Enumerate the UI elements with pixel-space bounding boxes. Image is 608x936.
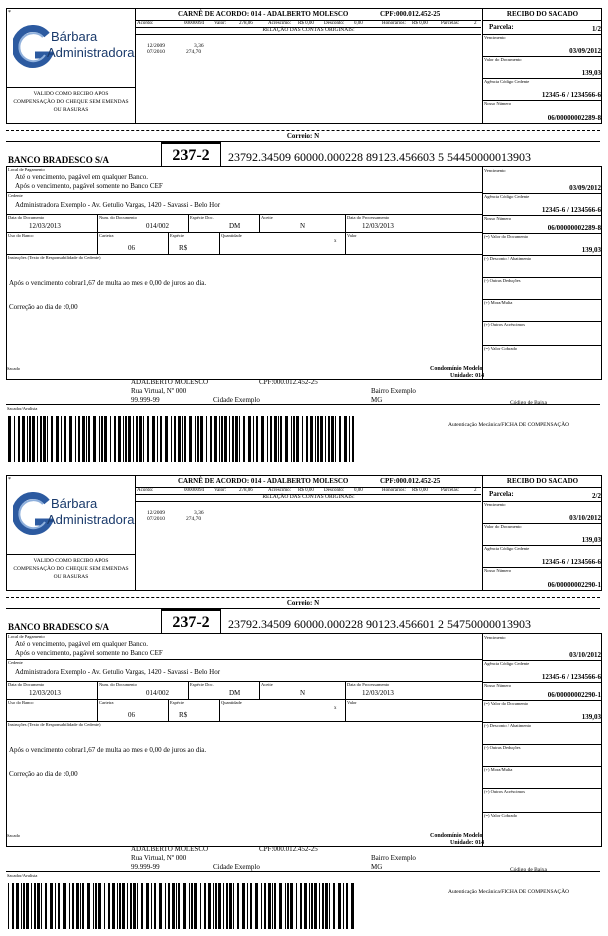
relacao-contas: RELAÇÃO DAS CONTAS ORIGINAIS:	[136, 494, 481, 502]
barcode-bar	[137, 883, 138, 929]
local-pagamento: Local de Pagamento Até o vencimento, pagável em qualquer Banco. Após o vencimento, pagável somente no Banco CEF	[7, 634, 482, 660]
cedente: Cedente Administradora Exemplo - Av. Getulio Vargas, 1420 - Savassi - Belo Hor	[7, 193, 482, 215]
barcode-bar	[165, 416, 168, 462]
conta-valor: 274,70	[186, 516, 202, 522]
corner-mark: *	[8, 477, 11, 483]
conta-periodo: 12/2009	[147, 510, 166, 516]
barcode-bar	[213, 883, 214, 929]
ficha-compensacao	[6, 633, 602, 847]
barcode-bar	[278, 416, 279, 462]
barcode-bar	[160, 416, 162, 462]
barcode-bar	[314, 883, 317, 929]
barcode-bar	[64, 416, 66, 462]
barcode-bar	[208, 883, 211, 929]
barcode-bar	[285, 416, 288, 462]
barcode-bar	[322, 883, 324, 929]
barcode-bar	[152, 416, 155, 462]
barcode-bar	[127, 883, 128, 929]
barcode-bar	[110, 416, 111, 462]
stub-middle	[136, 476, 481, 590]
conta-valor: 3,36	[194, 510, 204, 516]
local-pagamento: Local de Pagamento Até o vencimento, pagável em qualquer Banco. Após o vencimento, pagável somente no Banco CEF	[7, 167, 482, 193]
barcode-bar	[235, 416, 238, 462]
recibo-header: RECIBO DO SACADO	[483, 9, 602, 21]
instrucoes: Instruções (Texto de Responsabilidade do Cedente) Após o vencimento cobrar1,67 de multa ao mes e 0,00 de juros ao dia. Correção ao dia de :0,00	[8, 722, 207, 778]
valor-documento-field: Valor do Documento 139,03	[484, 524, 601, 544]
barcode-bar	[346, 883, 348, 929]
barcode-bar	[255, 883, 258, 929]
barcode-bar	[108, 883, 110, 929]
stub-values-row: Acordo: 00000094 Valor: 278,06 Acrescimo: R$ 0,00 Desconto: 0,00 Honorários: R$ 0,00 Parcelas: 2	[136, 20, 481, 28]
barcode-bar	[280, 416, 282, 462]
agencia-field: Agência Código Cedente 12345-6 / 1234566-6	[484, 79, 601, 99]
barcode-bar	[40, 416, 42, 462]
barcode-bar	[87, 883, 90, 929]
barcode-bar	[206, 416, 207, 462]
barcode-bar	[195, 416, 196, 462]
barcode-bar	[98, 883, 101, 929]
ficha-compensacao	[6, 166, 602, 380]
autenticacao-label: Autenticação Mecânica/FICHA DE COMPENSAÇÃO	[448, 889, 570, 895]
barcode-bar	[47, 416, 48, 462]
barcode-bar	[172, 883, 175, 929]
barcode-bar	[224, 416, 227, 462]
barcode-bar	[99, 416, 100, 462]
barcode-bar	[31, 883, 32, 929]
ficha-right-column: Vencimento 03/10/2012 Agência Código Cedente 12345-6 / 1234566-6 Nosso Número 06/00000002290-1 (=) Valor do Documento 139,03 (-) Desconto / Abatimento (-) Outras Deduções (+) Mora/Multa (+) Outros Acréscimos (=) Valor Cobrado	[482, 634, 601, 846]
barcode-bar	[61, 416, 62, 462]
barcode-bar	[349, 416, 350, 462]
parcela-field: Parcela: 1/2	[483, 20, 602, 35]
barcode-bar	[319, 883, 320, 929]
barcode-bar	[248, 416, 251, 462]
barcode-bar	[200, 883, 201, 929]
barcode-bar	[95, 883, 97, 929]
barcode-bar	[214, 416, 217, 462]
cut-line	[6, 130, 600, 131]
barcode-bar	[104, 416, 107, 462]
conta-periodo: 07/2010	[147, 49, 166, 55]
barcode-bar	[343, 883, 344, 929]
conta-valor: 274,70	[186, 49, 202, 55]
barcode-bar	[130, 883, 132, 929]
correio-line: Correio: N	[6, 132, 600, 142]
barcode-bar	[55, 883, 56, 929]
barcode-bar	[296, 883, 297, 929]
carne-stub	[6, 475, 602, 591]
instrucoes: Instruções (Texto de Responsabilidade do Cedente) Após o vencimento cobrar1,67 de multa ao mes e 0,00 de juros ao dia. Correção ao dia de :0,00	[8, 255, 207, 311]
logo-line-2: Administradora	[47, 45, 135, 60]
barcode-bar	[76, 883, 79, 929]
barcode-bar	[320, 416, 323, 462]
barcode-bar	[147, 416, 149, 462]
barcode-bar	[112, 883, 115, 929]
vencimento-field: Vencimento 03/10/2012	[484, 502, 601, 522]
barcode-bar	[221, 416, 223, 462]
barcode-bar	[291, 416, 292, 462]
barcode-bar	[264, 883, 266, 929]
barcode-bar	[88, 416, 90, 462]
cut-line	[6, 597, 600, 598]
bank-code: 237-2	[161, 142, 221, 166]
recibo-sacado	[482, 9, 602, 123]
barcode-bar	[29, 416, 31, 462]
barcode-bar	[143, 416, 144, 462]
carne-stub	[6, 8, 602, 124]
barcode-bar	[290, 883, 293, 929]
barcode-bar	[72, 883, 74, 929]
barcode-bar	[133, 416, 134, 462]
barcode-bar	[335, 416, 336, 462]
barcode-bar	[117, 883, 118, 929]
barcode-bar	[328, 416, 330, 462]
barcode-bar	[261, 416, 264, 462]
barcode-bar	[75, 416, 76, 462]
validity-note: VALIDO COMO RECIBO APOS COMPENSAÇÃO DO CHEQUE SEM EMENDAS OU RASURAS	[7, 87, 135, 114]
barcode-bar	[82, 416, 85, 462]
recibo-header: RECIBO DO SACADO	[483, 476, 602, 488]
barcode-bar	[204, 883, 206, 929]
banco-row: Uso do Banco Carteira 06 Espécie R$ Quantidade x Valor	[7, 700, 482, 722]
barcode-bar	[151, 883, 152, 929]
barcode-bar	[261, 883, 262, 929]
barcode-bar	[123, 416, 124, 462]
linha-digitavel: 23792.34509 60000.000228 89123.456603 5 54450000013903	[228, 150, 531, 164]
barcode-bar	[285, 883, 286, 929]
conta-valor: 3,36	[194, 43, 204, 49]
conta-periodo: 07/2010	[147, 516, 166, 522]
barcode-bar	[272, 883, 273, 929]
barcode-bar	[250, 883, 252, 929]
barcode-bar	[8, 883, 9, 929]
barcode-bar	[218, 883, 221, 929]
stub-values-row: Acordo: 00000094 Valor: 278,06 Acrescimo: R$ 0,00 Desconto: 0,00 Honorários: R$ 0,00 Parcelas: 2	[136, 487, 481, 495]
barcode-bar	[63, 883, 66, 929]
barcode-bar	[118, 416, 121, 462]
barcode-bar	[194, 883, 197, 929]
barcode	[8, 883, 358, 929]
barcode-bar	[274, 883, 276, 929]
barcode-bar	[154, 883, 156, 929]
barcode-bar	[133, 883, 136, 929]
barcode-bar	[41, 883, 42, 929]
barcode-bar	[32, 416, 35, 462]
nosso-numero-field: Nosso Número 06/00000002289-8	[484, 101, 601, 122]
barcode-bar	[174, 416, 176, 462]
ficha-right-column: Vencimento 03/09/2012 Agência Código Cedente 12345-6 / 1234566-6 Nosso Número 06/00000002289-8 (=) Valor do Documento 139,03 (-) Desconto / Abatimento (-) Outras Deduções (+) Mora/Multa (+) Outros Acréscimos (=) Valor Cobrado	[482, 167, 601, 379]
barcode-bar	[253, 416, 254, 462]
barcode-bar	[325, 416, 326, 462]
barcode-bar	[157, 416, 158, 462]
barcode-bar	[229, 416, 230, 462]
barcode-bar	[232, 416, 234, 462]
barcode-bar	[37, 883, 40, 929]
barcode-bar	[296, 416, 299, 462]
barcode-bar	[101, 416, 103, 462]
agencia-field: Agência Código Cedente 12345-6 / 1234566-6	[484, 546, 601, 566]
barcode-bar	[304, 883, 307, 929]
corner-mark: *	[8, 10, 11, 16]
logo-block	[7, 476, 136, 590]
sacador-avalista: Sacador/Avalista	[7, 406, 38, 411]
barcode-bar	[189, 883, 190, 929]
stub-middle	[136, 9, 481, 123]
barcode-bar	[114, 416, 116, 462]
validity-note: VALIDO COMO RECIBO APOS COMPENSAÇÃO DO CHEQUE SEM EMENDAS OU RASURAS	[7, 554, 135, 581]
barcode-bar	[50, 883, 53, 929]
parcela-field: Parcela: 2/2	[483, 487, 602, 502]
stub-cpf: CPF:000.012.452-25	[380, 10, 441, 18]
barcode-bar	[23, 883, 25, 929]
slip-1	[0, 8, 608, 468]
barcode-bar	[168, 883, 170, 929]
barcode-bar	[331, 416, 334, 462]
barcode-bar	[136, 416, 138, 462]
barcode-bar	[293, 416, 295, 462]
barcode-bar	[339, 416, 341, 462]
barcode-bar	[86, 416, 87, 462]
barcode-bar	[274, 416, 277, 462]
barcode-bar	[176, 883, 177, 929]
barcode-bar	[333, 883, 335, 929]
barcode-bar	[104, 883, 105, 929]
barcode-bar	[311, 883, 313, 929]
barcode-bar	[191, 883, 193, 929]
logo-block	[7, 9, 136, 123]
barcode-bar	[146, 883, 149, 929]
barcode-bar	[182, 416, 183, 462]
barcode-bar	[229, 883, 232, 929]
barcode-bar	[139, 416, 142, 462]
barcode-bar	[82, 883, 84, 929]
barcode-bar	[329, 883, 330, 929]
nosso-numero-field: Nosso Número 06/00000002290-1	[484, 568, 601, 589]
sacado-block: Sacado Condomínio Modelo Unidade: 014 ADALBERTO MOLESCO CPF:000.012.452-25 Rua Virtual, Nº 000 Bairro Exemplo 99.999-99 Cidade Exemplo MG Código de Baixa	[7, 366, 547, 406]
barcode-bar	[45, 883, 47, 929]
autenticacao-label: Autenticação Mecânica/FICHA DE COMPENSAÇÃO	[448, 422, 570, 428]
barcode-bar	[80, 883, 81, 929]
barcode-bar	[125, 416, 127, 462]
relacao-contas: RELAÇÃO DAS CONTAS ORIGINAIS:	[136, 27, 481, 35]
barcode-bar	[270, 416, 272, 462]
logo-line-1: Bárbara	[51, 29, 98, 44]
barcode-bar	[51, 416, 53, 462]
bank-code: 237-2	[161, 609, 221, 633]
barcode-bar	[268, 883, 271, 929]
barcode-bar	[122, 883, 125, 929]
barcode-bar	[309, 883, 310, 929]
barcode-bar	[165, 883, 166, 929]
barcode-bar	[351, 883, 354, 929]
barcode-bar	[317, 416, 319, 462]
barcode-bar	[243, 416, 245, 462]
barcode-bar	[239, 416, 240, 462]
barcode-bar	[237, 883, 239, 929]
barcode-bar	[242, 883, 245, 929]
barcode-bar	[56, 416, 59, 462]
recibo-sacado	[482, 476, 602, 590]
barcode-bar	[128, 416, 131, 462]
barcode-bar	[189, 416, 192, 462]
cedente: Cedente Administradora Exemplo - Av. Getulio Vargas, 1420 - Savassi - Belo Hor	[7, 660, 482, 682]
barcode-bar	[26, 883, 29, 929]
vencimento-field: Vencimento 03/09/2012	[484, 35, 601, 55]
barcode-bar	[197, 416, 199, 462]
bank-header	[6, 609, 600, 633]
barcode-bar	[300, 883, 302, 929]
barcode-bar	[287, 883, 289, 929]
barcode-bar	[171, 416, 172, 462]
barcode-bar	[247, 883, 248, 929]
barcode-bar	[344, 416, 347, 462]
conta-periodo: 12/2009	[147, 43, 166, 49]
barcode-bar	[219, 416, 220, 462]
barcode-bar	[184, 416, 186, 462]
barcode-bar	[8, 416, 11, 462]
barcode-bar	[78, 416, 80, 462]
barcode-bar	[210, 416, 212, 462]
barcode-bar	[34, 883, 36, 929]
barcode-bar	[226, 883, 228, 929]
barcode-bar	[141, 883, 143, 929]
barcode-bar	[352, 416, 354, 462]
doc-row: Data do Documento 12/03/2013 Num. do Documento 014/002 Espécie Doc. DM Aceite N Data do Processamento 12/03/2013	[7, 682, 482, 700]
barcode-bar	[325, 883, 328, 929]
barcode-bar	[200, 416, 203, 462]
logo-line-1: Bárbara	[51, 496, 98, 511]
barcode-bar	[43, 416, 46, 462]
sacador-avalista: Sacador/Avalista	[7, 873, 38, 878]
barcode-bar	[16, 883, 19, 929]
slip-2	[0, 475, 608, 935]
barcode-bar	[256, 416, 258, 462]
barcode-bar	[302, 416, 303, 462]
logo-line-2: Administradora	[47, 512, 135, 527]
barcode-bar	[93, 883, 94, 929]
barcode-bar	[18, 416, 20, 462]
barcode-bar	[215, 883, 217, 929]
sacado-block: Sacado Condomínio Modelo Unidade: 014 ADALBERTO MOLESCO CPF:000.012.452-25 Rua Virtual, Nº 000 Bairro Exemplo 99.999-99 Cidade Exemplo MG Código de Baixa	[7, 833, 547, 873]
barcode-bar	[310, 416, 313, 462]
barcode-bar	[93, 416, 96, 462]
barcode-bar	[69, 416, 72, 462]
carne-title: CARNÊ DE ACORDO: 014 - ADALBERTO MOLESCO	[178, 10, 349, 18]
bank-name: BANCO BRADESCO S/A	[8, 622, 110, 632]
barcode-bar	[27, 416, 28, 462]
barcode-bar	[279, 883, 282, 929]
barcode-bar	[223, 883, 224, 929]
barcode-bar	[178, 416, 181, 462]
barcode-bar	[338, 883, 341, 929]
barcode	[8, 416, 358, 462]
barcode-bar	[315, 416, 316, 462]
bank-name: BANCO BRADESCO S/A	[8, 155, 110, 165]
barcode-bar	[178, 883, 180, 929]
barcode-bar	[21, 883, 22, 929]
barcode-bar	[267, 416, 268, 462]
carne-title: CARNÊ DE ACORDO: 014 - ADALBERTO MOLESCO	[178, 477, 349, 485]
bank-header	[6, 142, 600, 166]
barcode-bar	[159, 883, 162, 929]
valor-documento-field: Valor do Documento 139,03	[484, 57, 601, 77]
barcode-bar	[183, 883, 186, 929]
barcode-bar	[22, 416, 25, 462]
barcode-bar	[14, 416, 15, 462]
doc-row: Data do Documento 12/03/2013 Num. do Documento 014/002 Espécie Doc. DM Aceite N Data do Processamento 12/03/2013	[7, 215, 482, 233]
stub-cpf: CPF:000.012.452-25	[380, 477, 441, 485]
banco-row: Uso do Banco Carteira 06 Espécie R$ Quantidade x Valor	[7, 233, 482, 255]
correio-line: Correio: N	[6, 599, 600, 609]
linha-digitavel: 23792.34509 60000.000228 90123.456601 2 54750000013903	[228, 617, 531, 631]
barcode-bar	[58, 883, 60, 929]
barcode-bar	[233, 883, 234, 929]
barcode-bar	[69, 883, 70, 929]
barcode-bar	[306, 416, 308, 462]
barcode-bar	[12, 883, 14, 929]
barcode-bar	[37, 416, 38, 462]
barcode-bar	[119, 883, 121, 929]
